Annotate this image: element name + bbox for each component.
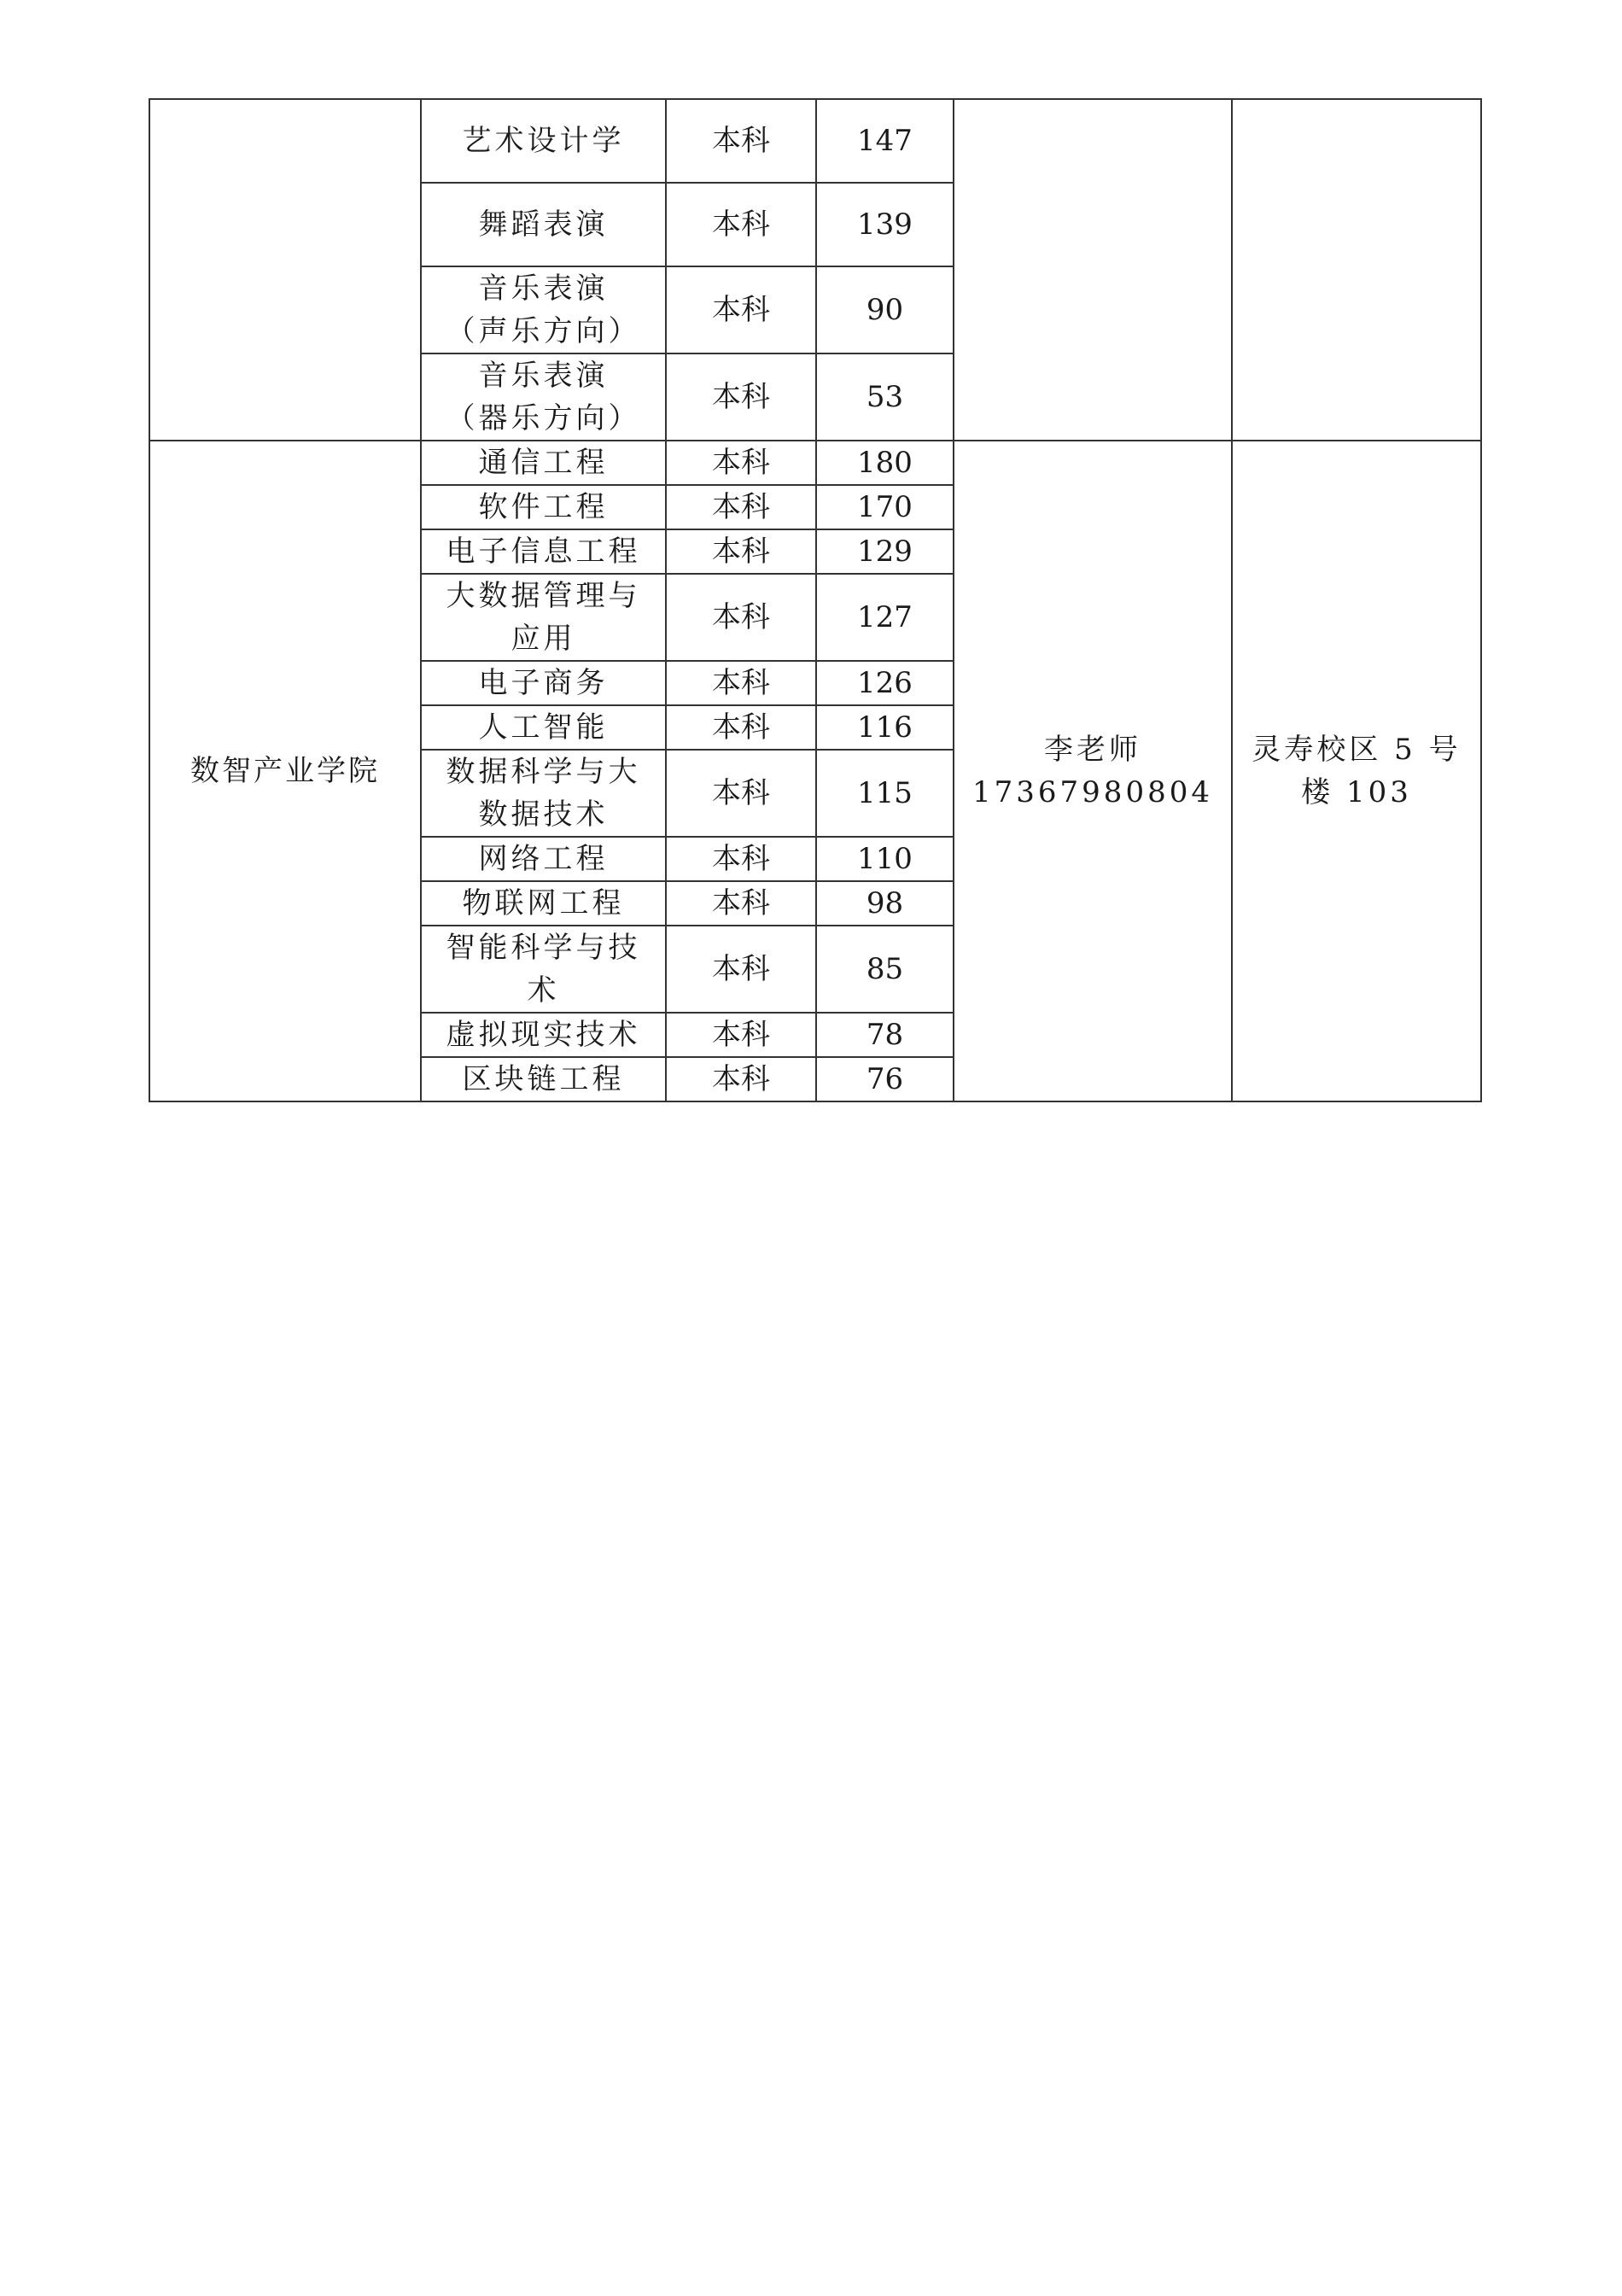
count-cell: 90 [816,266,954,353]
major-cell: 舞蹈表演 [421,183,666,266]
level-cell: 本科 [666,485,816,529]
major-cell: 数据科学与大 数据技术 [421,750,666,837]
count-cell: 170 [816,485,954,529]
major-cell: 音乐表演 （声乐方向） [421,266,666,353]
major-cell: 电子信息工程 [421,529,666,574]
major-cell: 网络工程 [421,837,666,881]
location-cell: 灵寿校区 5 号 楼 103 [1232,441,1481,1101]
level-cell: 本科 [666,661,816,705]
major-cell: 智能科学与技 术 [421,926,666,1013]
count-cell: 129 [816,529,954,574]
majors-table [149,98,1482,1102]
level-cell: 本科 [666,750,816,837]
level-cell: 本科 [666,441,816,485]
count-cell: 115 [816,750,954,837]
count-cell: 110 [816,837,954,881]
college-cell: 数智产业学院 [149,441,421,1101]
level-cell: 本科 [666,574,816,661]
count-cell: 78 [816,1013,954,1057]
count-cell: 85 [816,926,954,1013]
level-cell: 本科 [666,353,816,441]
level-cell: 本科 [666,926,816,1013]
contact-cell: 李老师 17367980804 [954,441,1232,1101]
major-cell: 虚拟现实技术 [421,1013,666,1057]
college-cell [149,99,421,441]
major-cell: 通信工程 [421,441,666,485]
level-cell: 本科 [666,183,816,266]
major-cell: 软件工程 [421,485,666,529]
count-cell: 53 [816,353,954,441]
count-cell: 139 [816,183,954,266]
contact-cell [954,99,1232,441]
major-cell: 艺术设计学 [421,99,666,183]
count-cell: 116 [816,705,954,750]
count-cell: 126 [816,661,954,705]
level-cell: 本科 [666,881,816,926]
level-cell: 本科 [666,266,816,353]
level-cell: 本科 [666,705,816,750]
level-cell: 本科 [666,99,816,183]
major-cell: 音乐表演 （器乐方向） [421,353,666,441]
table-row [149,99,1481,183]
count-cell: 127 [816,574,954,661]
count-cell: 180 [816,441,954,485]
major-cell: 人工智能 [421,705,666,750]
table-row [149,441,1481,485]
count-cell: 76 [816,1057,954,1101]
major-cell: 区块链工程 [421,1057,666,1101]
major-cell: 大数据管理与 应用 [421,574,666,661]
location-cell [1232,99,1481,441]
major-cell: 物联网工程 [421,881,666,926]
count-cell: 98 [816,881,954,926]
level-cell: 本科 [666,837,816,881]
major-cell: 电子商务 [421,661,666,705]
level-cell: 本科 [666,1057,816,1101]
level-cell: 本科 [666,529,816,574]
count-cell: 147 [816,99,954,183]
level-cell: 本科 [666,1013,816,1057]
